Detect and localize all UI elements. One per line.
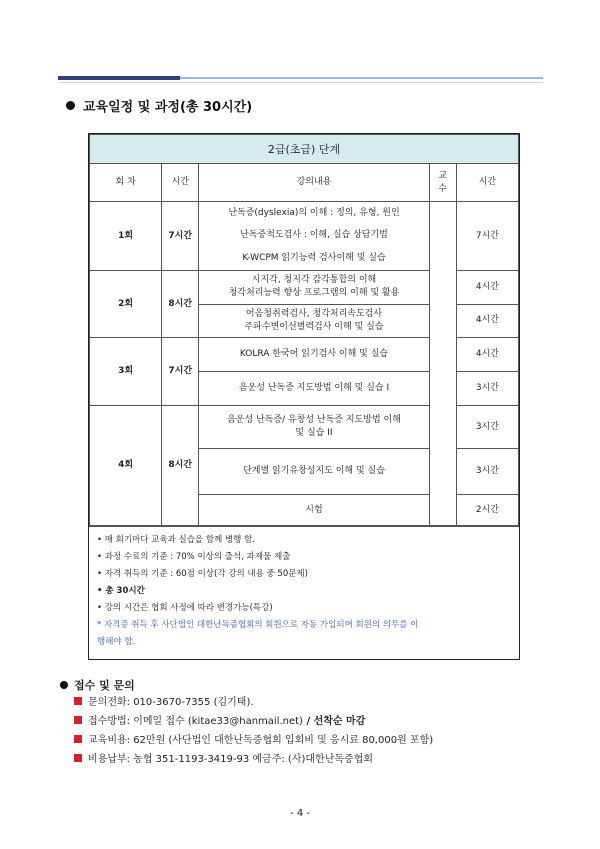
round-4-content-1a: 음운성 난독증/ 유창성 난독증 지도방법 이해	[227, 415, 401, 425]
page-number: - 4 -	[290, 808, 310, 819]
instructor-column	[429, 202, 456, 526]
contact-list	[74, 693, 433, 769]
round-1: 1회	[90, 202, 162, 271]
square-bullet-icon	[74, 735, 82, 743]
header-time: 시간	[162, 164, 199, 202]
round-1-time: 7시간	[162, 202, 199, 271]
round-2-content-1	[199, 271, 430, 305]
round-2-hours-2: 4시간	[456, 304, 518, 338]
round-4-time: 8시간	[162, 406, 199, 526]
contact-fee: 교육비용: 62만원 (사단법인 대한난독증협회 입회비 및 응시료 80,000원 포함)	[74, 731, 433, 750]
round-1-content-1: 난독증(dyslexia)의 이해 : 정의, 유형, 원인	[199, 202, 430, 225]
round-4-hours-2: 3시간	[456, 449, 518, 495]
contact-method: 접수방법: 이메일 접수 (kitae33@hanmail.net) / 선착순 마감	[74, 712, 433, 731]
round-3-content-1: KOLRA 한국어 읽기검사 이해 및 실습	[199, 338, 430, 372]
round-4-content-2: 단계별 읽기유창성지도 이해 및 실습	[199, 449, 430, 495]
square-bullet-icon	[74, 697, 82, 705]
square-bullet-icon	[74, 754, 82, 762]
round-2-content-2	[199, 304, 430, 338]
note-6: * 자격증 취득 후 사단법인 대한난독증협회의 회원으로 자동 가입되며 회원의 의무를 이	[97, 620, 419, 630]
round-2-content-2a: 어음청취력검사, 청각처리속도검사	[245, 308, 383, 319]
round-2: 2회	[90, 271, 162, 338]
header-rule-light	[180, 77, 543, 79]
contact-title: 접수 및 문의	[60, 677, 135, 693]
round-3-hours-2: 3시간	[456, 372, 518, 406]
square-bullet-icon	[74, 716, 82, 724]
header-round: 회 차	[90, 164, 162, 202]
round-4-hours-1: 3시간	[456, 406, 518, 449]
notes	[89, 526, 519, 659]
header-content: 강의내용	[199, 164, 430, 202]
note-7: 행해야 함.	[97, 637, 136, 647]
round-2-hours-1: 4시간	[456, 271, 518, 305]
contact-payment: 비용납부: 농협 351-1193-3419-93 예금주: (사)대한난독증협회	[74, 750, 433, 769]
round-2-content-1a: 시지각, 청지각 감각통합의 이해	[251, 275, 377, 286]
header-rule	[58, 76, 543, 80]
note-5: • 강의 시간은 협회 사정에 따라 변경가능(특강)	[97, 603, 273, 613]
schedule-table	[88, 133, 520, 660]
bullet-icon	[60, 681, 68, 689]
round-2-content-1b: 청각처리능력 향상 프로그램의 이해 및 활용	[228, 288, 400, 299]
round-2-content-2b: 주파수변이선별력검사 이해 및 실습	[244, 321, 384, 332]
round-1-content-3: K-WCPM 읽기능력 검사이해 및 실습	[199, 247, 430, 270]
round-1-content-2: 난독중척도검사 : 이해, 실습 상담기법	[199, 225, 430, 248]
header-rule-dark	[58, 76, 180, 80]
round-4-content-1b: 및 실습 II	[295, 428, 333, 438]
round-1-hours: 7시간	[456, 202, 518, 271]
note-2: • 과정 수료의 기준 : 70% 이상의 출석, 과제물 제출	[97, 552, 291, 562]
round-3-content-2: 음운성 난독증 지도방법 이해 및 실습 I	[199, 372, 430, 406]
note-4: • 총 30시간	[97, 586, 145, 596]
round-3-hours-1: 4시간	[456, 338, 518, 372]
note-3: • 자격 취득의 기준 : 60점 이상(각 강의 내용 중 50문제)	[97, 569, 308, 579]
note-1: • 매 회기마다 교육과 실습을 함께 병행 함.	[97, 535, 256, 545]
round-4-content-3: 시험	[199, 495, 430, 526]
round-4-hours-3: 2시간	[456, 495, 518, 526]
round-3: 3회	[90, 338, 162, 406]
round-4: 4회	[90, 406, 162, 526]
round-3-time: 7시간	[162, 338, 199, 406]
header-instructor: 교 수	[429, 164, 456, 202]
header-hours: 시간	[456, 164, 518, 202]
section-title: 교육일정 및 과정(총 30시간)	[66, 96, 252, 115]
bullet-icon	[66, 101, 75, 110]
contact-phone: 문의전화: 010-3670-7355 (김기태).	[74, 693, 433, 712]
header-rule-thin	[58, 82, 543, 83]
round-2-time: 8시간	[162, 271, 199, 338]
round-4-content-1	[199, 406, 430, 449]
stage-title: 2급(초급) 단계	[90, 135, 519, 164]
